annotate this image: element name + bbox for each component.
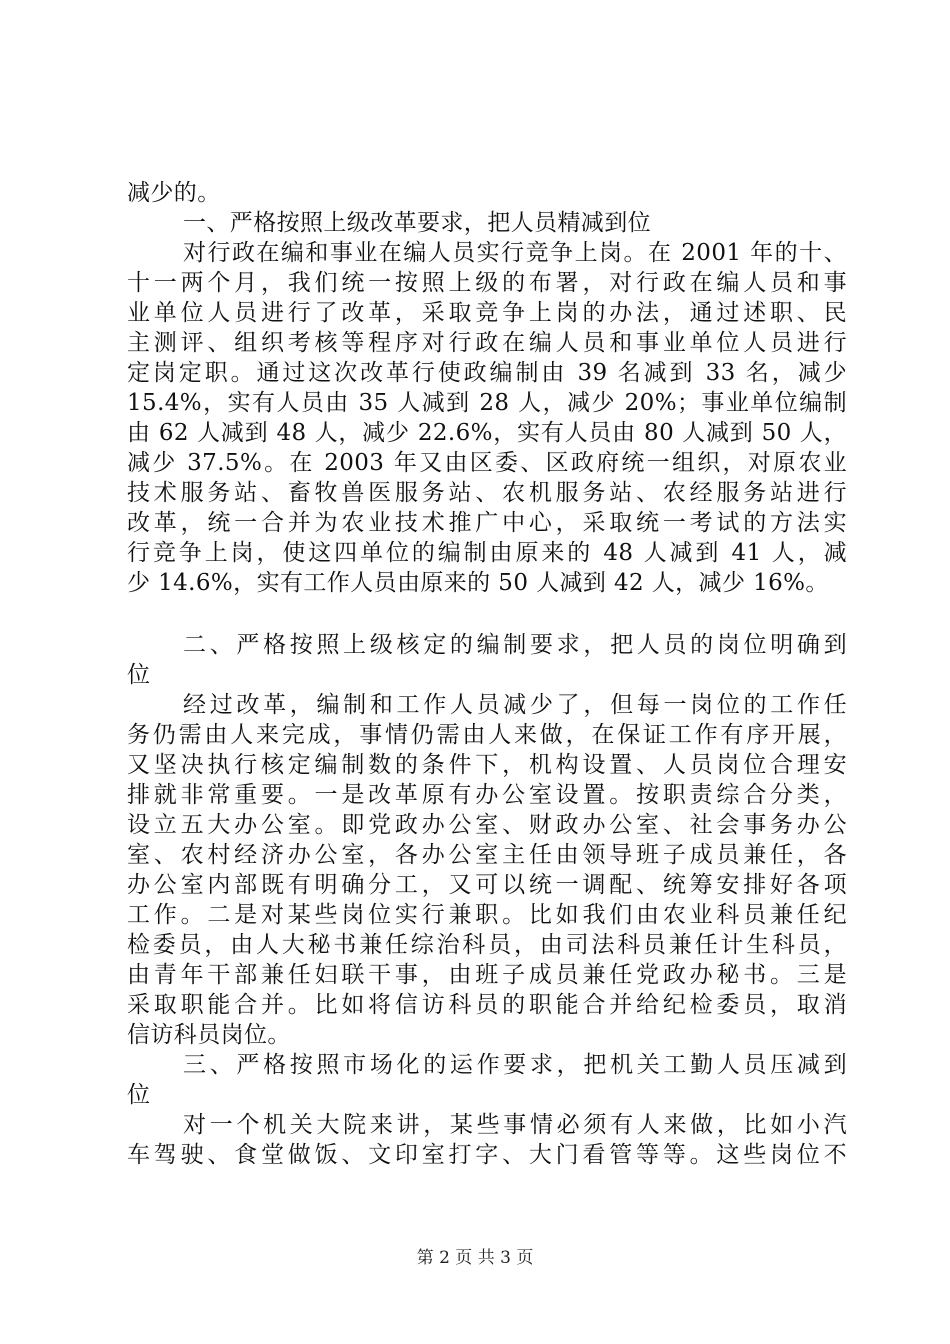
text-line: 行竞争上岗，使这四单位的编制由原来的 48 人减到 41 人，减 <box>127 540 847 566</box>
text-line: 信访科员岗位。 <box>127 1022 291 1048</box>
text-line: 检委员，由人大秘书兼任综治科员，由司法科员兼任计生科员， <box>127 932 847 958</box>
text-line: 办公室内部既有明确分工，又可以统一调配、统筹安排好各项 <box>127 872 847 898</box>
text-line: 工作。二是对某些岗位实行兼职。比如我们由农业科员兼任纪 <box>127 902 847 928</box>
text-line: 由 62 人减到 48 人，减少 22.6%，实有人员由 80 人减到 50 人， <box>127 420 847 446</box>
section-heading: 三、严格按照市场化的运作要求，把机关工勤人员压减到 <box>183 1052 847 1078</box>
section-heading: 二、严格按照上级核定的编制要求，把人员的岗位明确到 <box>183 632 847 658</box>
text-line: 减少的。 <box>127 180 221 206</box>
text-line: 设立五大办公室。即党政办公室、财政办公室、社会事务办公 <box>127 812 847 838</box>
section-heading: 位 <box>127 1082 151 1108</box>
text-line: 少 14.6%，实有工作人员由原来的 50 人减到 42 人，减少 16%。 <box>127 570 829 596</box>
text-line: 15.4%，实有人员由 35 人减到 28 人，减少 20%；事业单位编制 <box>127 390 847 416</box>
text-line: 务仍需由人来完成，事情仍需由人来做，在保证工作有序开展， <box>127 722 847 748</box>
text-line: 又坚决执行核定编制数的条件下，机构设置、人员岗位合理安 <box>127 752 847 778</box>
text-line: 由青年干部兼任妇联干事，由班子成员兼任党政办秘书。三是 <box>127 962 847 988</box>
text-line: 主测评、组织考核等程序对行政在编人员和事业单位人员进行 <box>127 330 847 356</box>
text-line: 对一个机关大院来讲，某些事情必须有人来做，比如小汽 <box>183 1112 847 1138</box>
text-line: 改革，统一合并为农业技术推广中心，采取统一考试的方法实 <box>127 510 847 536</box>
text-line: 室、农村经济办公室，各办公室主任由领导班子成员兼任，各 <box>127 842 847 868</box>
text-line: 对行政在编和事业在编人员实行竞争上岗。在 2001 年的十、 <box>183 240 847 266</box>
text-line: 十一两个月，我们统一按照上级的布署，对行政在编人员和事 <box>127 270 847 296</box>
section-heading: 一、严格按照上级改革要求，把人员精减到位 <box>183 210 651 236</box>
text-line: 减少 37.5%。在 2003 年又由区委、区政府统一组织，对原农业 <box>127 450 847 476</box>
text-line: 车驾驶、食堂做饭、文印室打字、大门看管等等。这些岗位不 <box>127 1142 847 1168</box>
text-line: 排就非常重要。一是改革原有办公室设置。按职责综合分类， <box>127 782 847 808</box>
page-number-footer: 第 2 页 共 3 页 <box>416 1248 534 1268</box>
section-heading: 位 <box>127 662 151 688</box>
text-line: 技术服务站、畜牧兽医服务站、农机服务站、农经服务站进行 <box>127 480 847 506</box>
text-line: 采取职能合并。比如将信访科员的职能合并给纪检委员，取消 <box>127 992 847 1018</box>
text-line: 经过改革，编制和工作人员减少了，但每一岗位的工作任 <box>183 692 847 718</box>
text-line: 定岗定职。通过这次改革行使政编制由 39 名减到 33 名，减少 <box>127 360 847 386</box>
text-line: 业单位人员进行了改革，采取竞争上岗的办法，通过述职、民 <box>127 300 847 326</box>
